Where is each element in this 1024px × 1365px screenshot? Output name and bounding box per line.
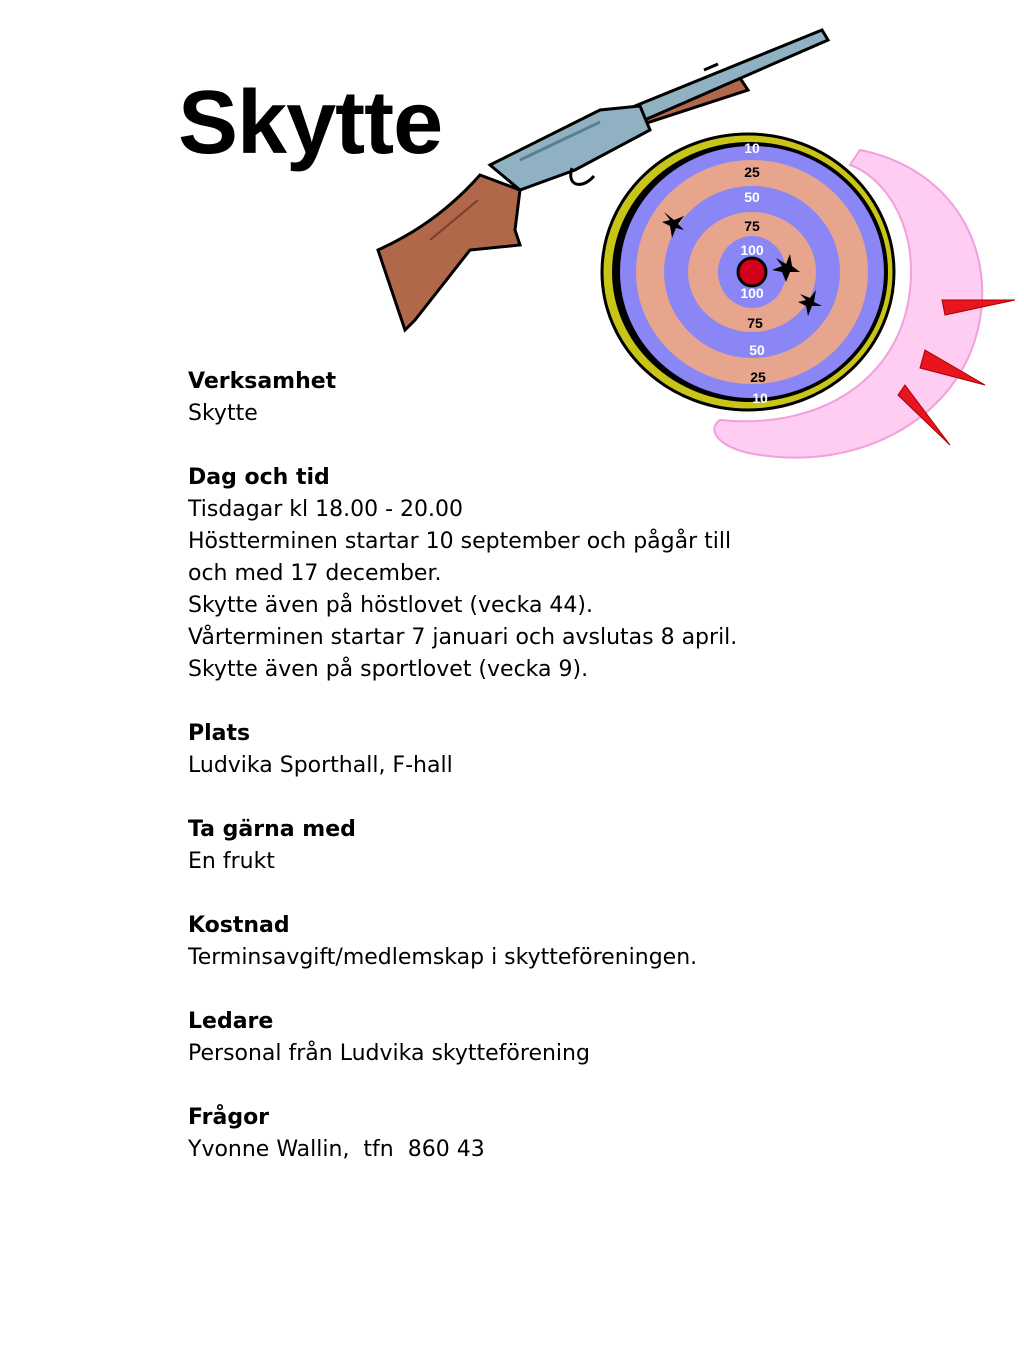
section-text: Vårterminen startar 7 januari och avslutas 8 april. xyxy=(188,625,738,650)
section-heading: Verksamhet xyxy=(188,369,337,394)
section-text: Ludvika Sporthall, F-hall xyxy=(188,753,453,778)
ring-label: 75 xyxy=(747,315,763,331)
ring-label: 75 xyxy=(744,218,760,234)
section-ta-garna-med xyxy=(188,814,868,878)
section-fragor xyxy=(188,1102,868,1166)
section-text: Tisdagar kl 18.00 - 20.00 xyxy=(188,497,463,522)
ring-label: 25 xyxy=(744,164,760,180)
section-heading: Frågor xyxy=(188,1105,270,1130)
section-text: Personal från Ludvika skytteförening xyxy=(188,1041,590,1066)
ring-label: 100 xyxy=(740,285,764,301)
ring-label: 50 xyxy=(749,342,765,358)
ring-label: 100 xyxy=(740,242,764,258)
section-text: Terminsavgift/medlemskap i skytteföreningen. xyxy=(188,945,698,970)
section-heading: Kostnad xyxy=(188,913,290,938)
section-ledare xyxy=(188,1006,868,1070)
section-text: Skytte även på sportlovet (vecka 9). xyxy=(188,657,589,682)
ring-label: 50 xyxy=(744,189,760,205)
section-heading: Ledare xyxy=(188,1009,274,1034)
section-heading: Dag och tid xyxy=(188,465,330,490)
info-content xyxy=(188,366,868,1198)
section-text: Yvonne Wallin, tfn 860 43 xyxy=(188,1137,485,1162)
ring-label: 10 xyxy=(752,390,768,406)
ring-label: 25 xyxy=(750,369,766,385)
ring-label: 10 xyxy=(744,140,760,156)
section-heading: Plats xyxy=(188,721,251,746)
section-text: Höstterminen startar 10 september och pågår till xyxy=(188,529,732,554)
section-kostnad xyxy=(188,910,868,974)
section-text: Skytte även på höstlovet (vecka 44). xyxy=(188,593,594,618)
section-text: En frukt xyxy=(188,849,275,874)
section-heading: Ta gärna med xyxy=(188,817,356,842)
page-title: Skytte xyxy=(178,73,443,173)
section-dag-och-tid xyxy=(188,462,868,686)
section-plats xyxy=(188,718,868,782)
section-text: Skytte xyxy=(188,401,258,426)
section-text: och med 17 december. xyxy=(188,561,442,586)
section-verksamhet xyxy=(188,366,868,430)
